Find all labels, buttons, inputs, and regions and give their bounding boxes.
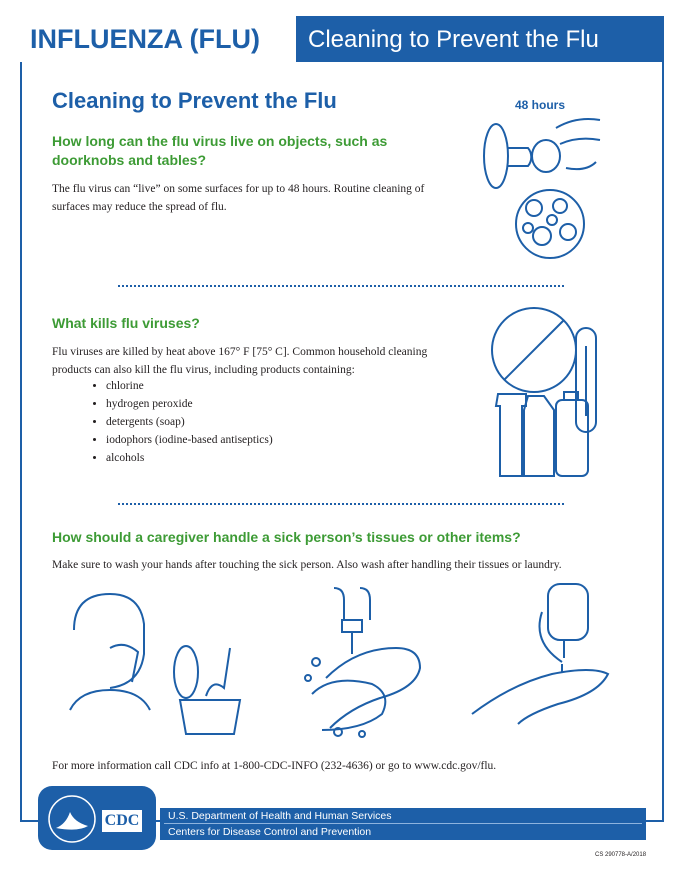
section1-body: The flu virus can “live” on some surfaces for up to 48 hours. Routine cleaning of surfaces may reduce the spread of flu.	[52, 183, 425, 213]
cleaning-products-illustration	[484, 306, 614, 482]
section1-question: How long can the flu virus live on objects, such as doorknobs and tables?	[52, 133, 388, 168]
banner-title: INFLUENZA (FLU)	[20, 16, 296, 62]
section2-body: Flu viruses are killed by heat above 167° F [75° C]. Common household cleaning products can also kill the flu virus, including products containing:	[52, 346, 428, 376]
header-banner	[20, 16, 664, 62]
handwash-illustration	[298, 584, 424, 744]
list-item: • iodophors (iodine-based antiseptics)	[106, 431, 273, 449]
hours-label: 48 hours	[515, 98, 566, 112]
page-title: Cleaning to Prevent the Flu	[52, 88, 337, 113]
footer-line2: Centers for Disease Control and Prevention	[168, 826, 372, 838]
disinfectant-list	[92, 377, 273, 467]
more-info-text: For more information call CDC info at 1-800-CDC-INFO (232-4636) or go to www.cdc.gov/flu.	[52, 760, 497, 772]
banner-subtitle: Cleaning to Prevent the Flu	[308, 26, 599, 53]
section-divider	[118, 503, 564, 505]
doorknob-virus-illustration	[480, 108, 610, 268]
list-item: • hydrogen peroxide	[106, 395, 273, 413]
list-item: • alcohols	[106, 449, 273, 467]
section3-body: Make sure to wash your hands after touching the sick person. Also wash after handling their tissues or laundry.	[52, 559, 562, 571]
section2-question: What kills flu viruses?	[52, 315, 200, 331]
tissue-bin-illustration	[166, 632, 242, 736]
section3-question: How should a caregiver handle a sick person’s tissues or other items?	[52, 529, 521, 545]
footer-separator	[164, 823, 642, 824]
hhs-eagle-icon	[46, 794, 98, 844]
list-item: • detergents (soap)	[106, 413, 273, 431]
sneeze-tissue-illustration	[64, 590, 154, 720]
section-divider	[118, 285, 564, 287]
footer-bar	[160, 808, 646, 840]
footer-line1: U.S. Department of Health and Human Services	[168, 810, 392, 822]
cdc-logo: CDC	[100, 808, 144, 834]
sanitizer-illustration	[472, 582, 612, 718]
catalog-number: CS 290778-A/2018	[595, 852, 647, 858]
list-item: • chlorine	[106, 377, 273, 395]
